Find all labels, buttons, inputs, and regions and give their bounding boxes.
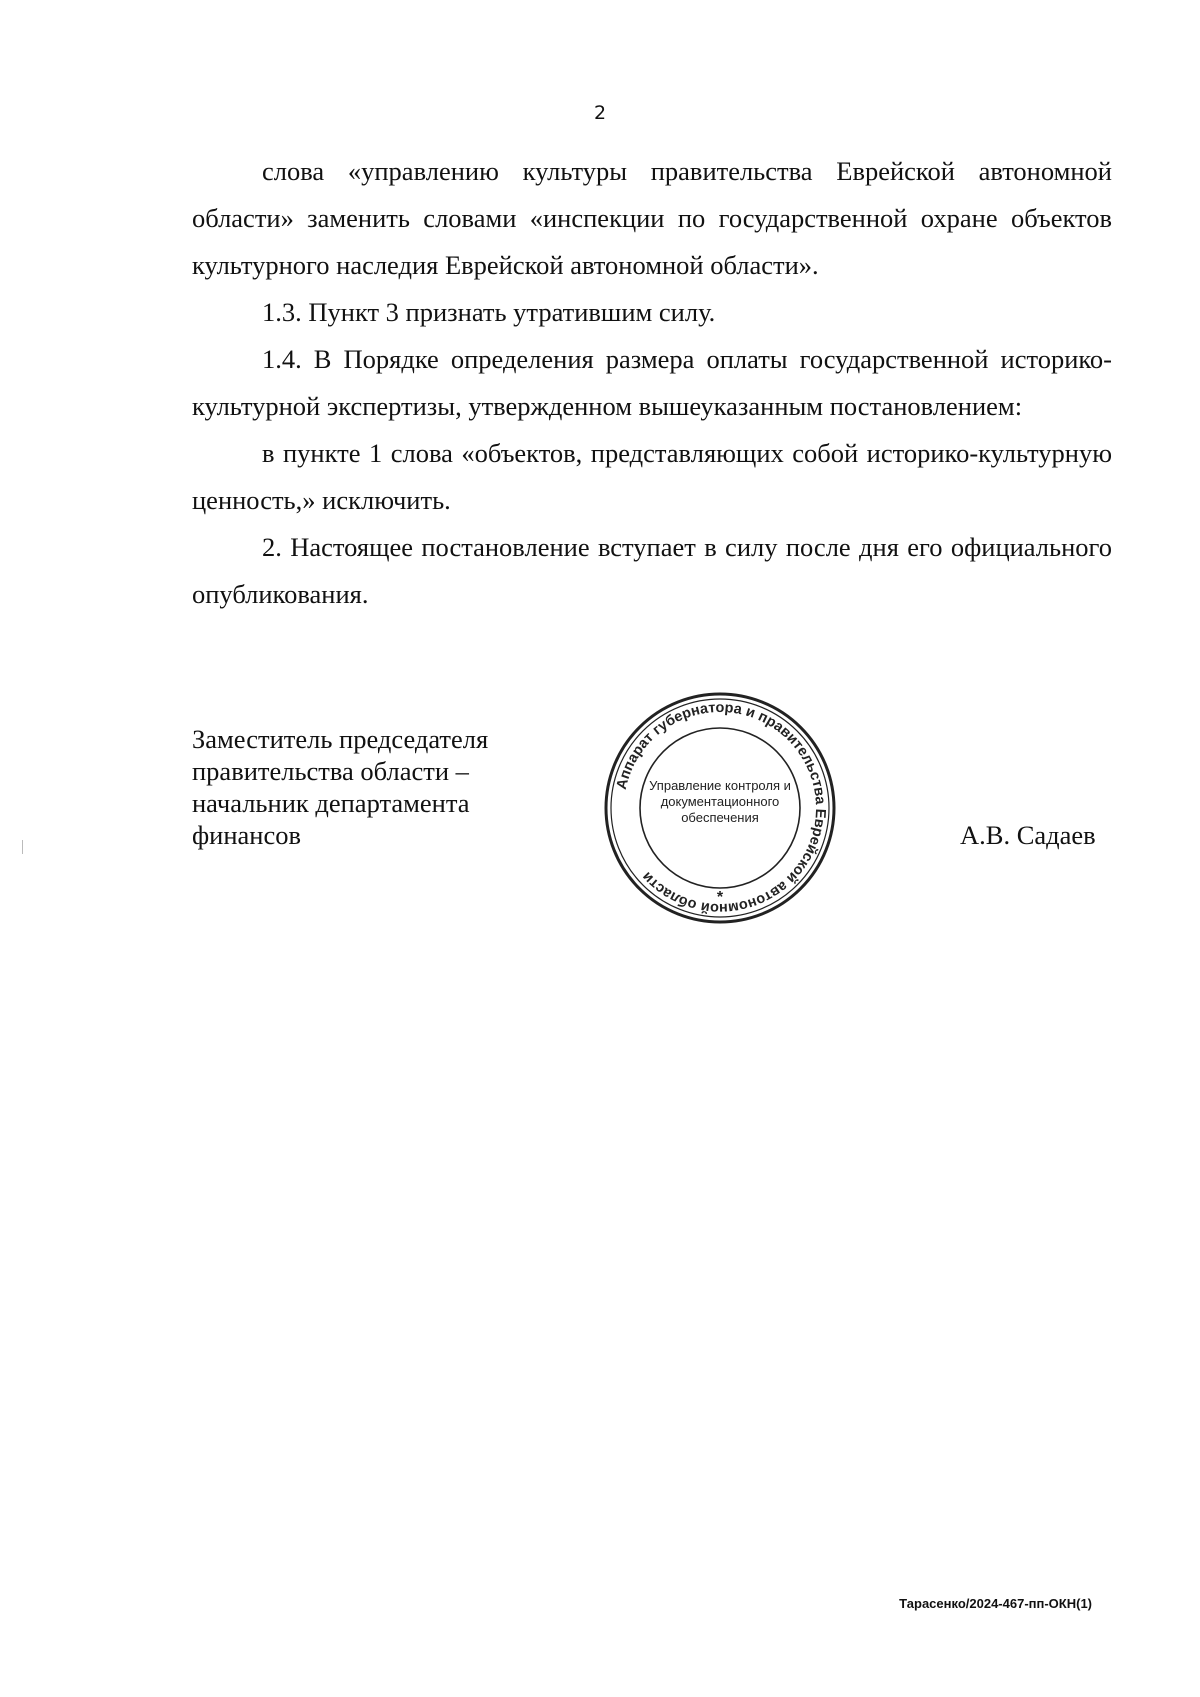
signer-title-line: финансов (192, 820, 302, 850)
stamp-outer-text: Аппарат губернатора и правительства Еврейской автономной области (613, 699, 829, 917)
stamp-seal (600, 688, 840, 928)
signer-title-line: Заместитель председателя (192, 724, 489, 754)
stamp-inner-line: Управление контроля и (649, 778, 791, 793)
signer-title-line: правительства области – (192, 756, 469, 786)
stamp-inner-line: обеспечения (681, 810, 759, 825)
paragraph-amendment: в пункте 1 слова «объектов, представляющих собой историко-культурную ценность,» исключить. (192, 438, 1112, 515)
paragraph-item-2: 2. Настоящее постановление вступает в силу после дня его официального опубликования. (192, 532, 1112, 609)
stamp-inner-line: документационного (660, 794, 780, 809)
page-number: 2 (593, 102, 607, 124)
paragraph-item-1-3: 1.3. Пункт 3 признать утратившим силу. (262, 297, 716, 327)
signer-title-line: начальник департамента (192, 788, 470, 818)
scan-artifact (22, 840, 23, 854)
signer-title (192, 723, 522, 851)
official-stamp (600, 688, 840, 928)
paragraph-item-1-4: 1.4. В Порядке определения размера оплаты государственной историко-культурной экспертизы, утвержденном вышеуказанным постановлением: (192, 344, 1112, 421)
signer-name: А.В. Садаев (960, 820, 1096, 850)
document-body (192, 148, 1112, 618)
stamp-star-icon: * (716, 889, 724, 906)
document-registration-code: Тарасенко/2024-467-пп-ОКН(1) (899, 1596, 1092, 1611)
paragraph-continuation: слова «управлению культуры правительства Еврейской автономной области» заменить словами «инспекции по государственной охране объектов культурного наследия Еврейской автономной области». (192, 156, 1112, 280)
